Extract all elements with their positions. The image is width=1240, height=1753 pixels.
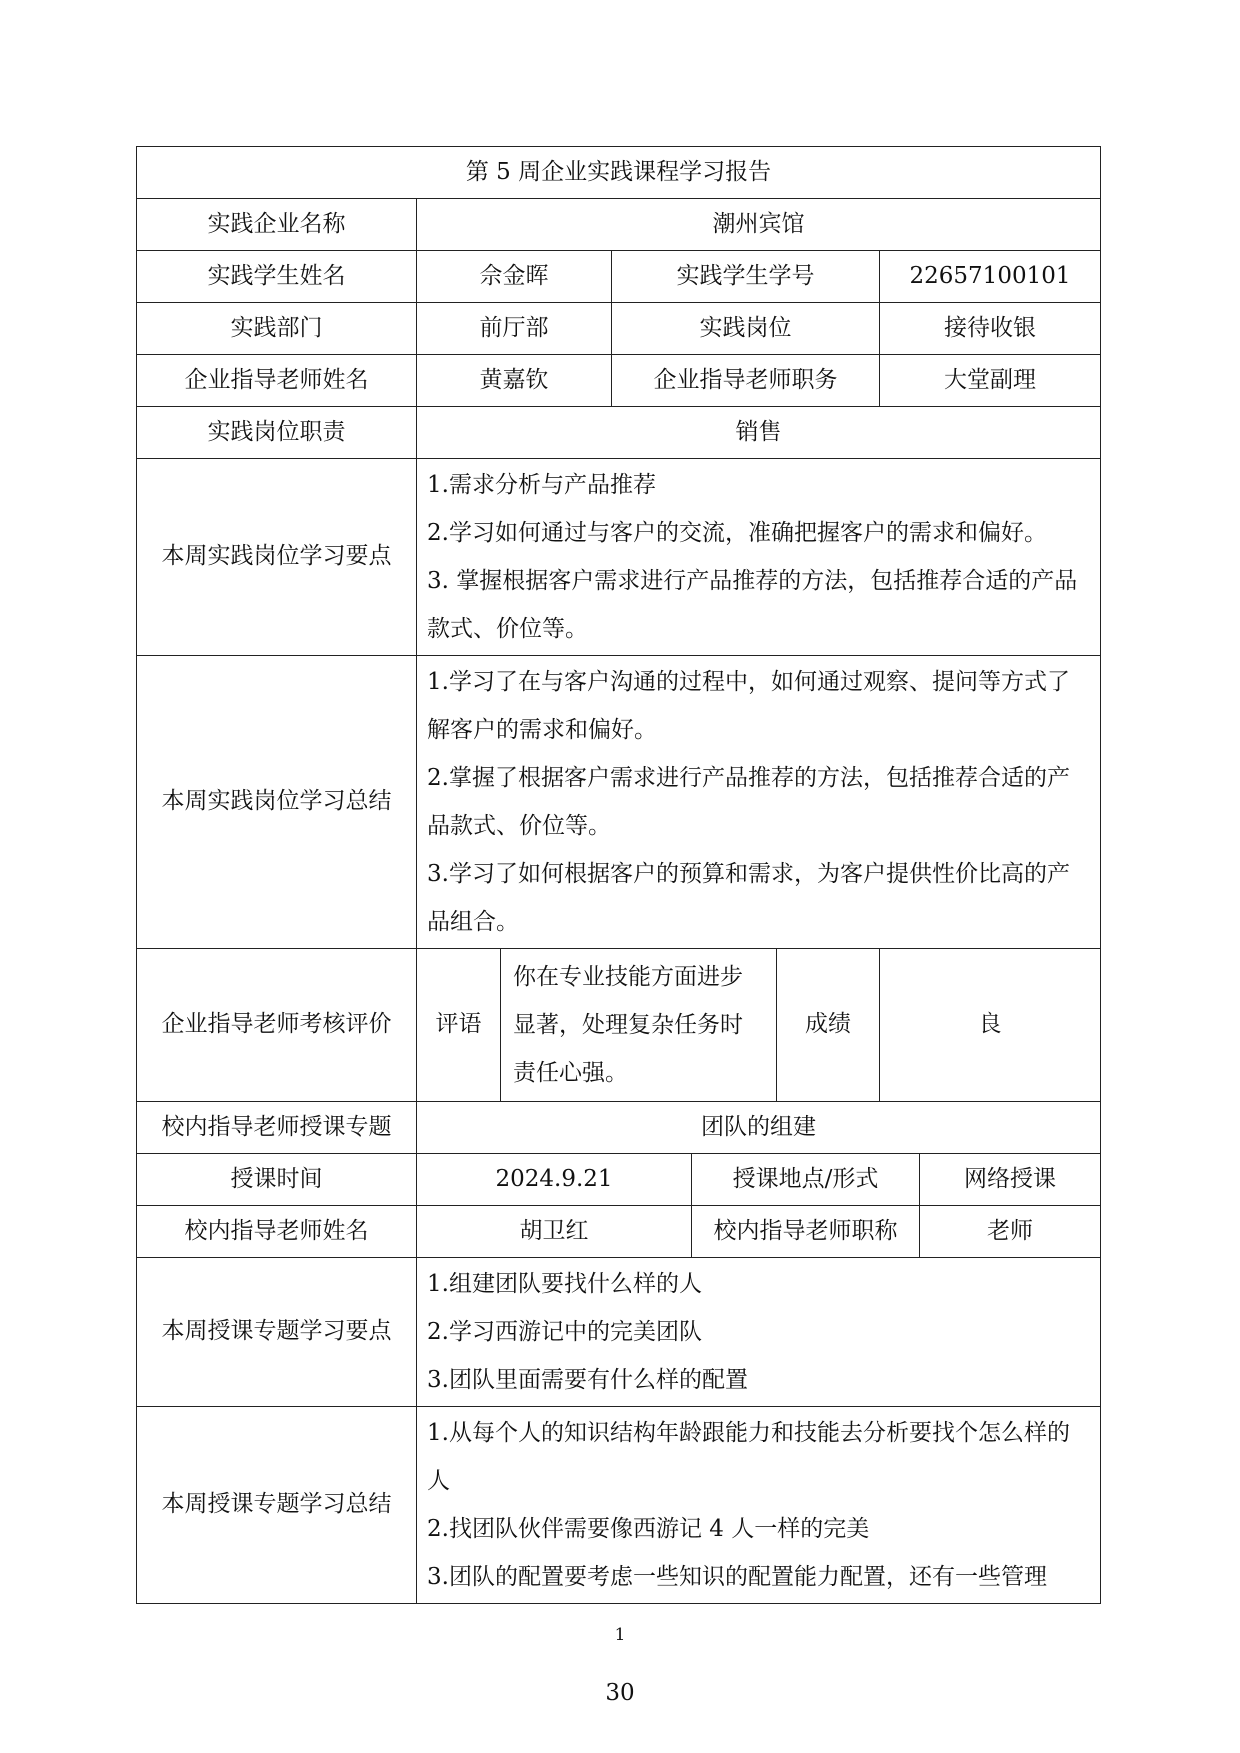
mentor-title-label: 企业指导老师职务 [612, 355, 880, 407]
student-name: 佘金晖 [417, 251, 612, 303]
lecture-teacher-title: 老师 [920, 1206, 1101, 1258]
department-label: 实践部门 [137, 303, 417, 355]
lecture-summary-row [137, 1407, 1101, 1604]
lecture-summary-list [417, 1407, 1101, 1604]
student-id-label: 实践学生学号 [612, 251, 880, 303]
post-value: 接待收银 [880, 303, 1101, 355]
list-item: 1.从每个人的知识结构年龄跟能力和技能去分析要找个怎么样的人 [427, 1420, 1070, 1494]
lecture-teacher-title-label: 校内指导老师职称 [692, 1206, 920, 1258]
list-item: 3. 掌握根据客户需求进行产品推荐的方法，包括推荐合适的产品款式、价位等。 [427, 568, 1078, 642]
evaluation-row [137, 949, 1101, 1102]
company-row [137, 199, 1101, 251]
grade-value: 良 [880, 949, 1101, 1102]
lecture-topic-label: 校内指导老师授课专题 [137, 1102, 417, 1154]
lecture-place: 网络授课 [920, 1154, 1101, 1206]
duty-row [137, 407, 1101, 459]
mentor-name-label: 企业指导老师姓名 [137, 355, 417, 407]
lecture-teacher-label: 校内指导老师姓名 [137, 1206, 417, 1258]
student-row [137, 251, 1101, 303]
weekly-points-label: 本周实践岗位学习要点 [137, 459, 417, 656]
list-item: 3.学习了如何根据客户的预算和需求，为客户提供性价比高的产品组合。 [427, 861, 1070, 935]
weekly-summary-label: 本周实践岗位学习总结 [137, 656, 417, 949]
comment-text: 你在专业技能方面进步显著，处理复杂任务时责任心强。 [501, 949, 777, 1102]
duty-value: 销售 [417, 407, 1101, 459]
page-number-small: 1 [614, 1625, 626, 1645]
comment-label: 评语 [417, 949, 501, 1102]
list-item: 2.找团队伙伴需要像西游记 4 人一样的完美 [427, 1516, 870, 1542]
report-title: 第 5 周企业实践课程学习报告 [137, 147, 1101, 199]
lecture-points-row [137, 1258, 1101, 1407]
title-row [137, 147, 1101, 199]
lecture-place-label: 授课地点/形式 [692, 1154, 920, 1206]
list-item: 3.团队的配置要考虑一些知识的配置能力配置，还有一些管理 [427, 1564, 1047, 1590]
lecture-time-label: 授课时间 [137, 1154, 417, 1206]
lecture-teacher: 胡卫红 [417, 1206, 692, 1258]
student-name-label: 实践学生姓名 [137, 251, 417, 303]
list-item: 1.需求分析与产品推荐 [427, 472, 656, 498]
department-value: 前厅部 [417, 303, 612, 355]
mentor-name: 黄嘉钦 [417, 355, 612, 407]
weekly-summary-row [137, 656, 1101, 949]
duty-label: 实践岗位职责 [137, 407, 417, 459]
list-item: 1.组建团队要找什么样的人 [427, 1271, 702, 1297]
lecture-time: 2024.9.21 [417, 1154, 692, 1206]
report-table [136, 146, 1101, 1604]
list-item: 3.团队里面需要有什么样的配置 [427, 1367, 748, 1393]
list-item: 2.学习如何通过与客户的交流，准确把握客户的需求和偏好。 [427, 520, 1047, 546]
lecture-teacher-row [137, 1206, 1101, 1258]
lecture-time-row [137, 1154, 1101, 1206]
post-label: 实践岗位 [612, 303, 880, 355]
lecture-points-label: 本周授课专题学习要点 [137, 1258, 417, 1407]
mentor-title: 大堂副理 [880, 355, 1101, 407]
mentor-row [137, 355, 1101, 407]
grade-label: 成绩 [777, 949, 880, 1102]
page-number-large: 30 [605, 1680, 635, 1706]
lecture-points-list [417, 1258, 1101, 1407]
weekly-points-list [417, 459, 1101, 656]
lecture-topic: 团队的组建 [417, 1102, 1101, 1154]
list-item: 2.学习西游记中的完美团队 [427, 1319, 702, 1345]
student-id: 22657100101 [880, 251, 1101, 303]
company-label: 实践企业名称 [137, 199, 417, 251]
company-value: 潮州宾馆 [417, 199, 1101, 251]
weekly-summary-list [417, 656, 1101, 949]
lecture-summary-label: 本周授课专题学习总结 [137, 1407, 417, 1604]
weekly-points-row [137, 459, 1101, 656]
list-item: 1.学习了在与客户沟通的过程中，如何通过观察、提问等方式了解客户的需求和偏好。 [427, 669, 1070, 743]
list-item: 2.掌握了根据客户需求进行产品推荐的方法，包括推荐合适的产品款式、价位等。 [427, 765, 1070, 839]
department-row [137, 303, 1101, 355]
lecture-topic-row [137, 1102, 1101, 1154]
evaluation-label: 企业指导老师考核评价 [137, 949, 417, 1102]
